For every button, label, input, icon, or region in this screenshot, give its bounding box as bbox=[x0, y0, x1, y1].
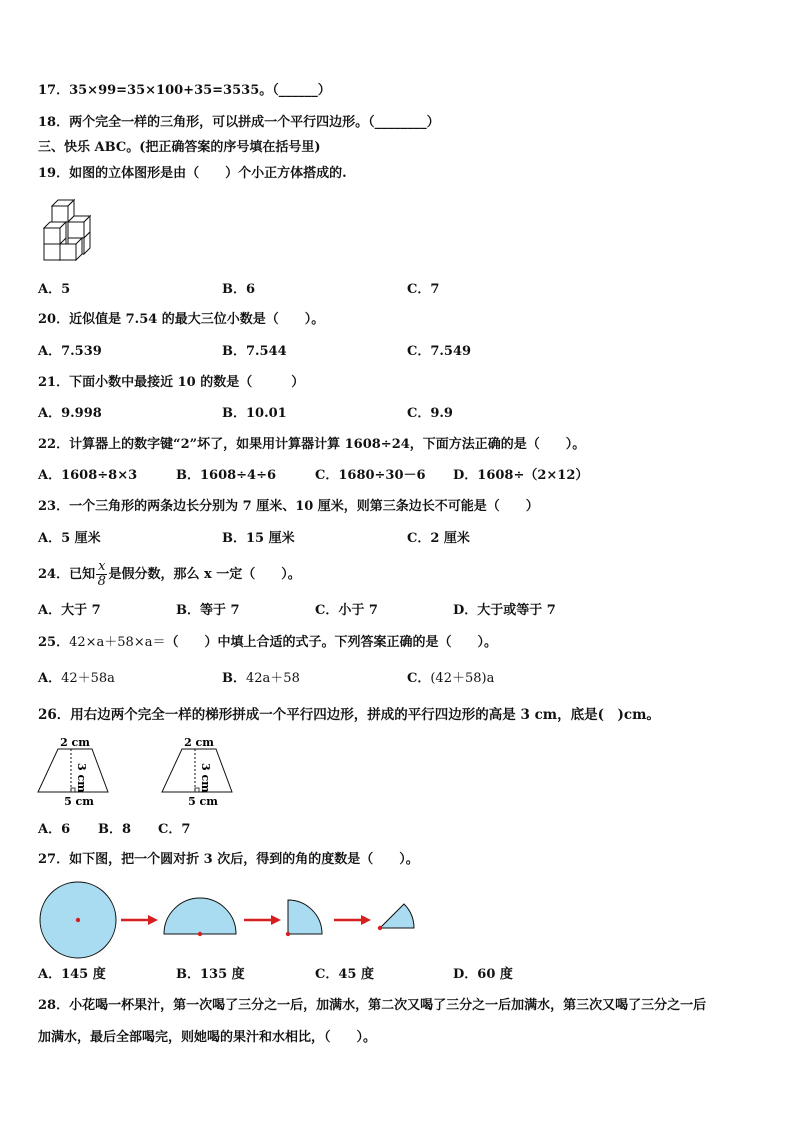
fraction-denominator: 8 bbox=[97, 574, 106, 589]
question-26: 26．用右边两个完全一样的梯形拼成一个平行四边形，拼成的平行四边形的高是 3 cm，底是( )cm。 bbox=[38, 707, 660, 723]
option-expression: 42a＋58 bbox=[246, 671, 300, 686]
option-b: B．1608÷4÷6 bbox=[176, 468, 277, 483]
trapezoid-height-label: 3 cm bbox=[75, 763, 88, 793]
option-a: A．6 bbox=[38, 822, 71, 837]
arrow-icon bbox=[361, 915, 371, 925]
option-b: B．8 bbox=[98, 822, 132, 837]
option-expression: (42＋58)a bbox=[430, 671, 495, 686]
question-18: 18．两个完全一样的三角形，可以拼成一个平行四边形。（________） bbox=[38, 115, 440, 130]
option-c: C．9.9 bbox=[407, 406, 453, 421]
cube-stack-figure bbox=[40, 198, 92, 266]
option-a: A．9.998 bbox=[38, 406, 102, 421]
question-20: 20．近似值是 7.54 的最大三位小数是（ ）。 bbox=[38, 312, 325, 327]
fraction-numerator: x bbox=[98, 559, 106, 574]
trapezoid-bottom-label: 5 cm bbox=[188, 795, 218, 808]
option-a: A．145 度 bbox=[38, 967, 106, 982]
option-b: B．7.544 bbox=[222, 344, 287, 359]
question-25 bbox=[38, 635, 497, 651]
option-d: D．大于或等于 7 bbox=[453, 603, 556, 618]
option-expression: 42＋58a bbox=[61, 671, 115, 686]
option-d: D．60 度 bbox=[453, 967, 513, 982]
trapezoid-height-label: 3 cm bbox=[199, 763, 212, 793]
arrow-icon bbox=[148, 915, 158, 925]
q24-prefix: 24．已知 bbox=[38, 567, 96, 582]
option-a: A．7.539 bbox=[38, 344, 102, 359]
q24-suffix: 是假分数，那么 x 一定（ ）。 bbox=[108, 567, 301, 582]
option-a: A．大于 7 bbox=[38, 603, 101, 618]
option-b: B．6 bbox=[222, 282, 256, 297]
option-b: B．等于 7 bbox=[176, 603, 240, 618]
option-c: C．小于 7 bbox=[315, 603, 378, 618]
question-17: 17．35×99=35×100+35=3535。（______） bbox=[38, 83, 331, 98]
option-c: C．7 bbox=[158, 822, 191, 837]
option-b bbox=[222, 671, 300, 687]
question-28-line1: 28．小花喝一杯果汁，第一次喝了三分之一后，加满水，第二次又喝了三分之一后加满水，第三次又喝了三分之一后 bbox=[38, 998, 707, 1013]
option-b: B．135 度 bbox=[176, 967, 245, 982]
trapezoid-top-label: 2 cm bbox=[184, 736, 214, 749]
fraction bbox=[96, 560, 107, 589]
question-22: 22．计算器上的数字键“2”坏了，如果用计算器计算 1608÷24，下面方法正确的是（ ）。 bbox=[38, 437, 586, 452]
question-28-line2: 加满水，最后全部喝完，则她喝的果汁和水相比，（ ）。 bbox=[38, 1030, 377, 1045]
option-c: C．1680÷30－6 bbox=[315, 468, 426, 483]
option-c bbox=[407, 671, 494, 687]
question-24 bbox=[38, 560, 301, 590]
option-label: B． bbox=[222, 671, 246, 686]
section-heading: 三、快乐 ABC。(把正确答案的序号填在括号里) bbox=[38, 140, 321, 155]
q25-suffix: （ ）中填上合适的式子。下列答案正确的是（ ）。 bbox=[165, 635, 497, 650]
question-23: 23．一个三角形的两条边长分别为 7 厘米、10 厘米，则第三条边长不可能是（ ） bbox=[38, 499, 539, 514]
center-dot bbox=[198, 932, 202, 936]
arrow-icon bbox=[271, 915, 281, 925]
option-c: C．2 厘米 bbox=[407, 531, 470, 546]
option-a bbox=[38, 671, 115, 687]
eighth-circle-shape bbox=[380, 904, 414, 928]
center-dot bbox=[286, 932, 290, 936]
quarter-circle-shape bbox=[288, 900, 322, 934]
option-c: C．7 bbox=[407, 282, 440, 297]
question-19: 19．如图的立体图形是由（ ）个小正方体搭成的. bbox=[38, 166, 347, 181]
option-b: B．15 厘米 bbox=[222, 531, 295, 546]
option-c: C．7.549 bbox=[407, 344, 472, 359]
trapezoid-figure-2 bbox=[160, 735, 240, 810]
question-27: 27．如下图，把一个圆对折 3 次后，得到的角的度数是（ ）。 bbox=[38, 852, 419, 867]
option-c: C．45 度 bbox=[315, 967, 374, 982]
trapezoid-top-label: 2 cm bbox=[60, 736, 90, 749]
option-d: D．1608÷（2×12） bbox=[453, 468, 589, 483]
half-circle-shape bbox=[164, 898, 236, 934]
option-label: C． bbox=[407, 671, 431, 686]
center-dot bbox=[76, 918, 80, 922]
option-label: A． bbox=[38, 671, 62, 686]
option-b: B．10.01 bbox=[222, 406, 287, 421]
circle-folding-figure bbox=[36, 880, 436, 960]
trapezoid-bottom-label: 5 cm bbox=[64, 795, 94, 808]
q25-expression: 42×a＋58×a＝ bbox=[69, 635, 166, 650]
center-dot bbox=[378, 926, 382, 930]
option-a: A．5 厘米 bbox=[38, 531, 101, 546]
question-21: 21．下面小数中最接近 10 的数是（ ） bbox=[38, 375, 305, 390]
q25-prefix: 25． bbox=[38, 635, 70, 650]
option-a: A．1608÷8×3 bbox=[38, 468, 138, 483]
trapezoid-figure-1 bbox=[36, 735, 116, 810]
option-a: A．5 bbox=[38, 282, 71, 297]
